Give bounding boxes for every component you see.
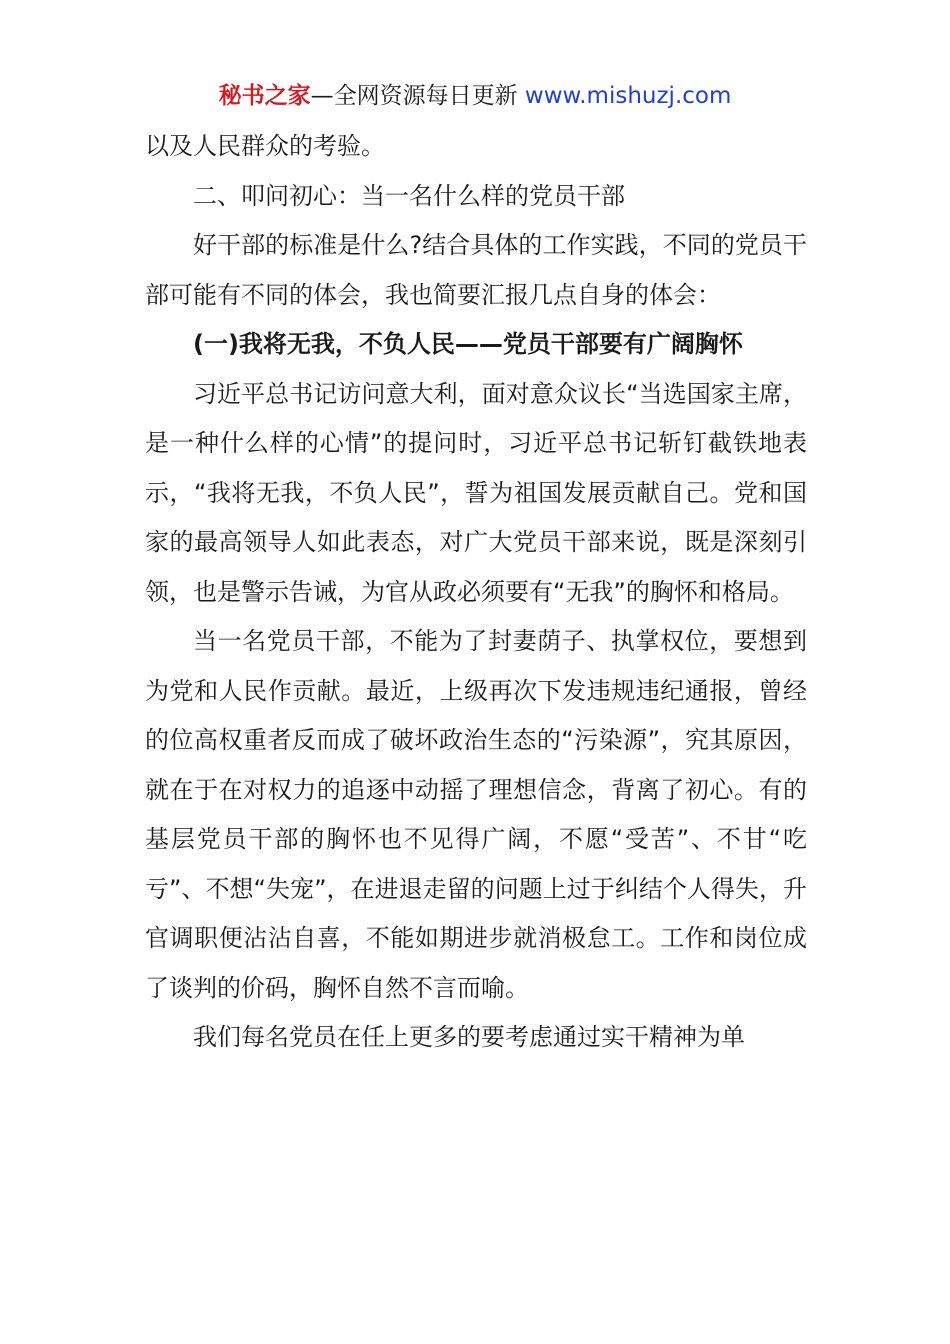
site-header	[0, 80, 950, 112]
paragraph: 习近平总书记访问意大利，面对意众议长“当选国家主席，是一种什么样的心情”的提问时，习近平总书记斩钉截铁地表示，“我将无我，不负人民”，誓为祖国发展贡献自己。党和国家的最高领导人如此表态，对广大党员干部来说，既是深刻引领，也是警示告诫，为官从政必须要有“无我”的胸怀和格局。	[145, 379, 807, 606]
site-url-link[interactable]: www.mishuzj.com	[524, 83, 732, 109]
paragraph: 我们每名党员在任上更多的要考虑通过实干精神为单	[193, 1023, 745, 1051]
subsection-heading: (一)我将无我，不负人民——党员干部要有广阔胸怀	[193, 330, 743, 358]
document-body	[145, 122, 807, 1063]
paragraph-continuation: 以及人民群众的考验。	[145, 132, 385, 160]
paragraph: 当一名党员干部，不能为了封妻荫子、执掌权位，要想到为党和人民作贡献。最近，上级再次下发违规违纪通报，曾经的位高权重者反而成了破坏政治生态的“污染源”，究其原因，就在于在对权力的追逐中动摇了理想信念，背离了初心。有的基层党员干部的胸怀也不见得广阔，不愿“受苦”、不甘“吃亏”、不想“失宠”，在进退走留的问题上过于纠结个人得失，升官调职便沾沾自喜，不能如期进步就消极怠工。工作和岗位成了谈判的价码，胸怀自然不言而喻。	[145, 627, 807, 1002]
section-heading: 二、叩问初心：当一名什么样的党员干部	[193, 181, 625, 210]
brand-name: 秘书之家	[218, 83, 311, 109]
header-tagline: —全网资源每日更新	[310, 83, 525, 109]
paragraph: 好干部的标准是什么?结合具体的工作实践，不同的党员干部可能有不同的体会，我也简要汇报几点自身的体会：	[145, 231, 807, 309]
